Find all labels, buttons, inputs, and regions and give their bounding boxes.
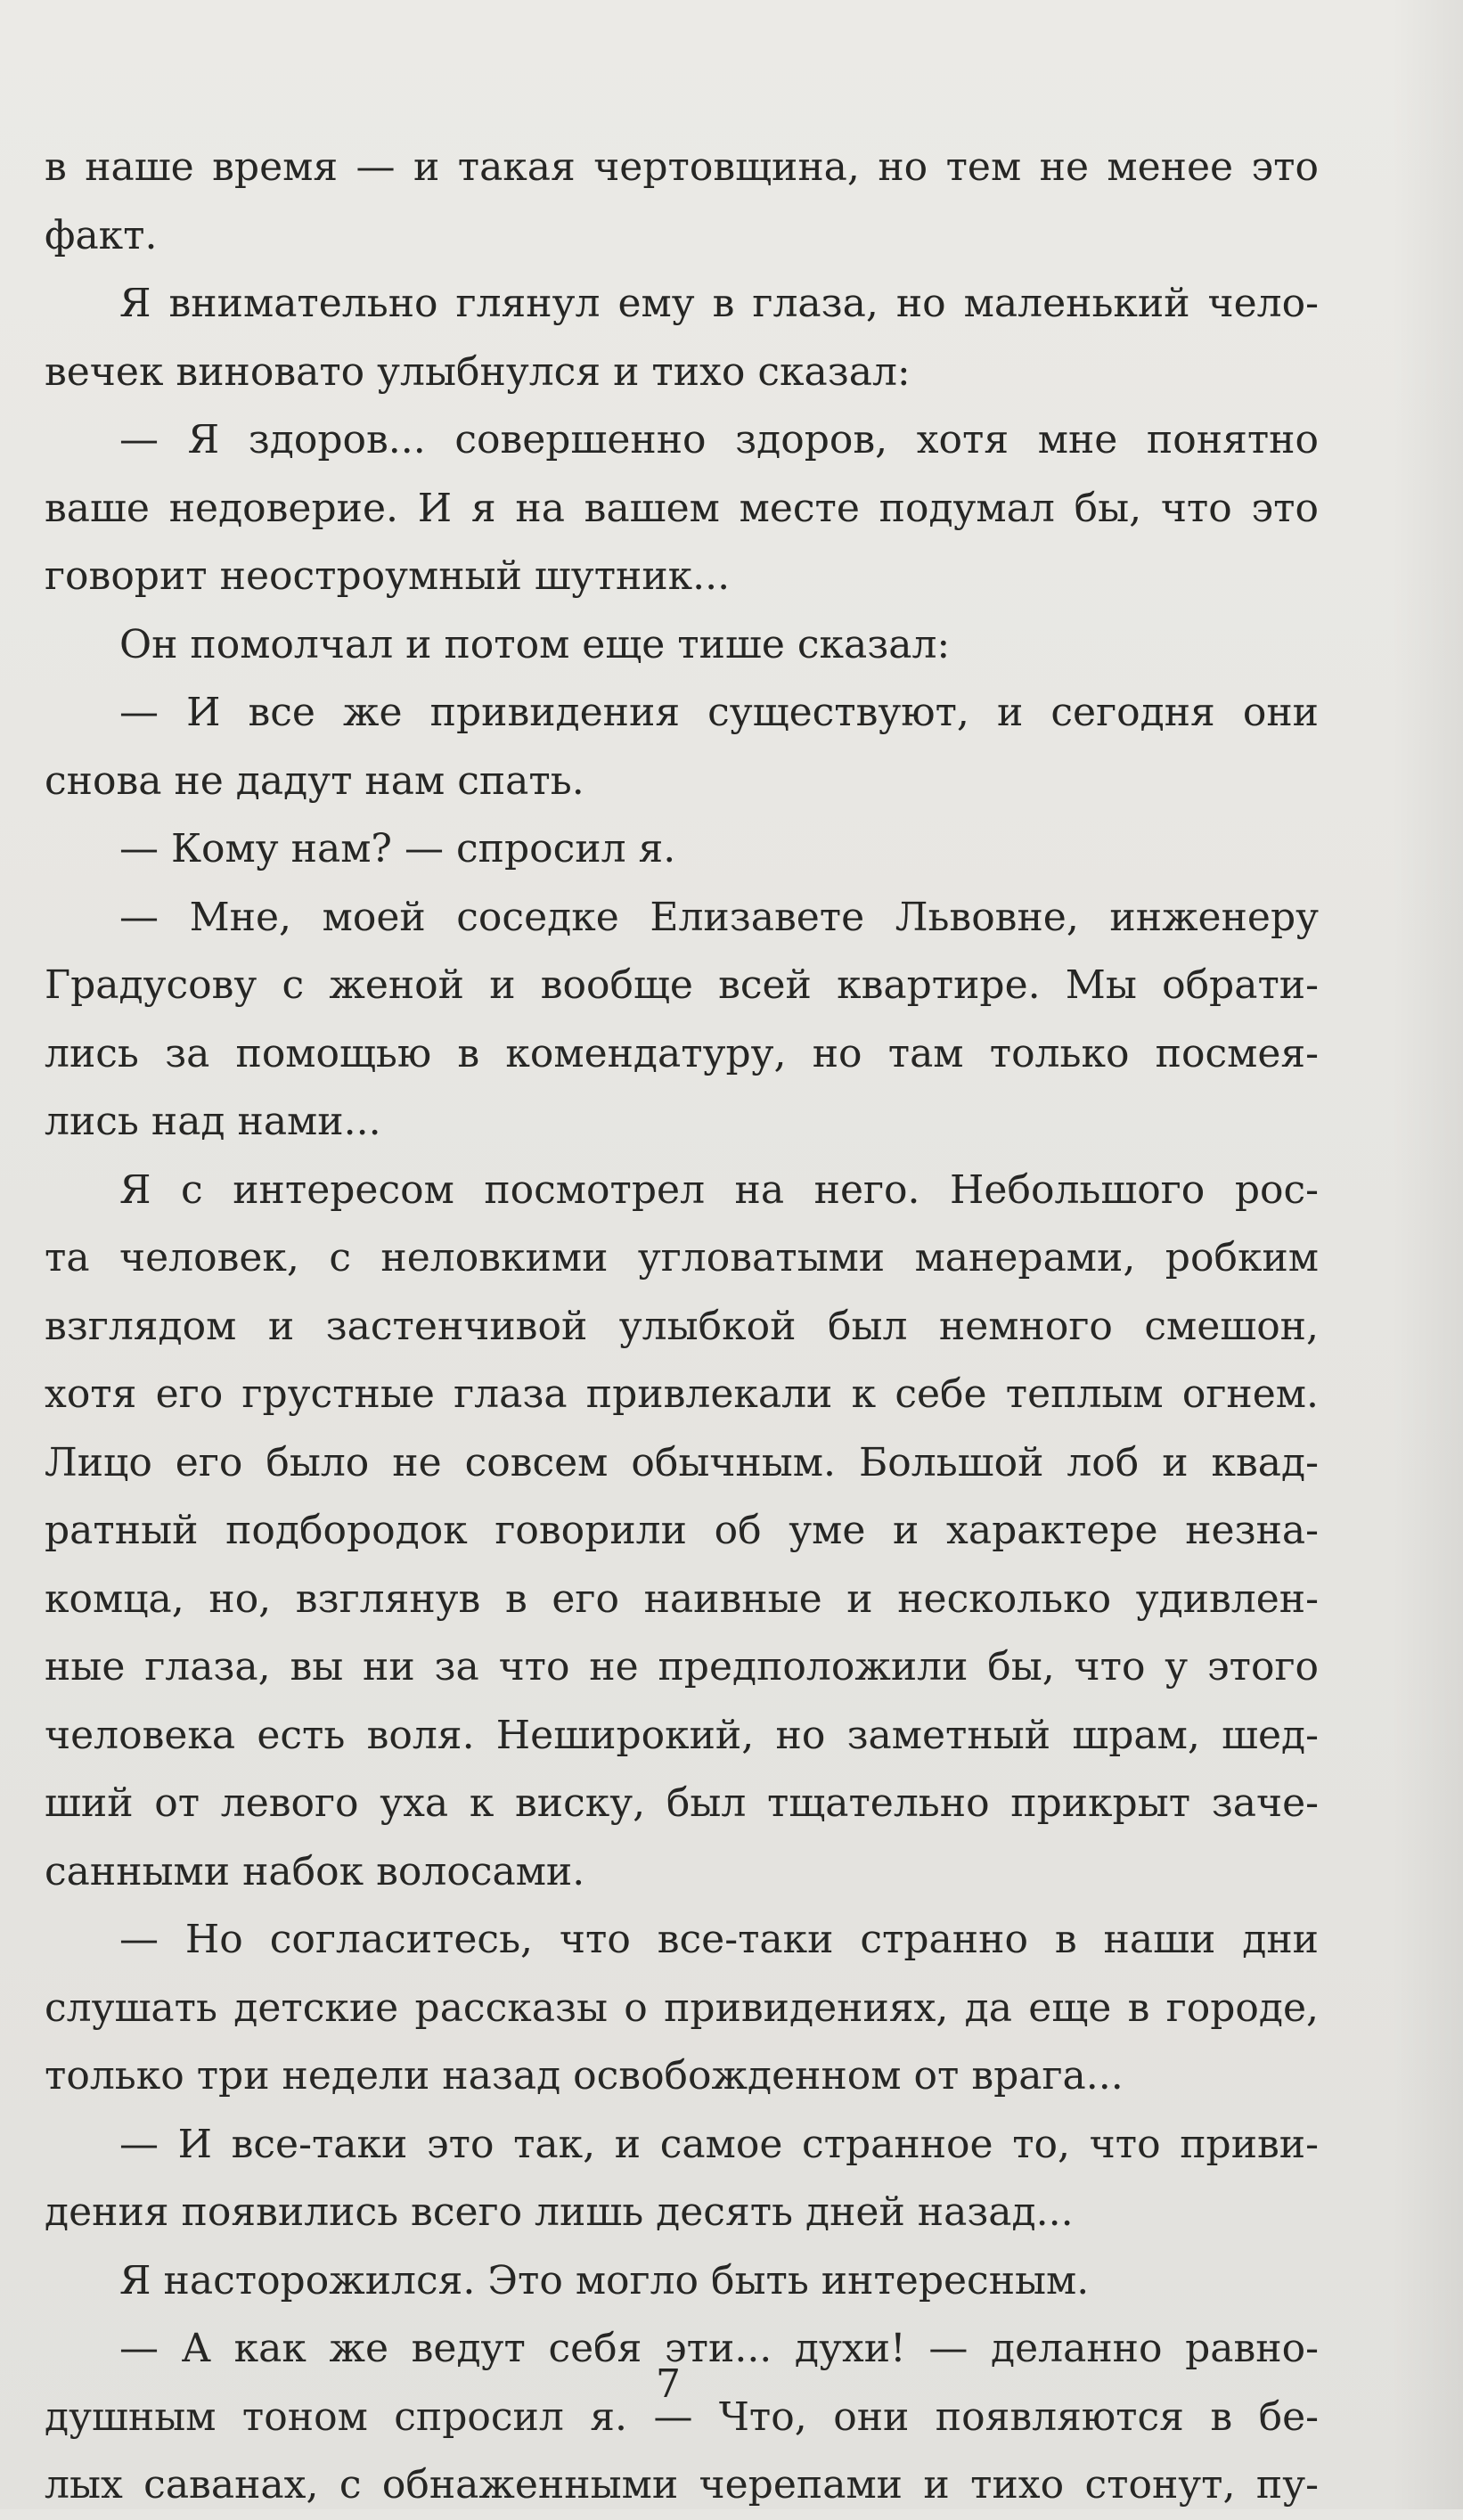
text-line: хотя его грустные глаза привлекали к себе теплым огнем. xyxy=(45,1371,1319,1417)
text-line: лых саванах, с обнаженными черепами и тихо стонут, пу- xyxy=(45,2462,1319,2508)
text-line: Лицо его было не совсем обычным. Большой лоб и квад- xyxy=(45,1439,1319,1485)
text-line: — Но согласитесь, что все-таки странно в наши дни xyxy=(119,1917,1319,1962)
text-line: Я внимательно глянул ему в глаза, но маленький чело- xyxy=(119,281,1319,326)
text-line: в наше время — и такая чертовщина, но тем не менее это xyxy=(45,144,1319,190)
text-line: — Мне, моей соседке Елизавете Львовне, инженеру xyxy=(119,894,1319,940)
text-line: та человек, с неловкими угловатыми манерами, робким xyxy=(45,1235,1319,1280)
text-line: — Я здоров... совершенно здоров, хотя мне понятно xyxy=(119,417,1319,462)
text-line: Он помолчал и потом еще тише сказал: xyxy=(119,621,951,667)
text-line: взглядом и застенчивой улыбкой был немного смешон, xyxy=(45,1303,1319,1349)
text-line: вечек виновато улыбнулся и тихо сказал: xyxy=(45,348,911,395)
text-line: — И все же привидения существуют, и сегодня они xyxy=(119,690,1319,735)
text-line: только три недели назад освобожденном от врага... xyxy=(45,2053,1124,2099)
text-line: Я насторожился. Это могло быть интересным. xyxy=(119,2257,1090,2303)
page-number: 7 xyxy=(656,2361,681,2407)
text-line: человека есть воля. Неширокий, но заметный шрам, шед- xyxy=(45,1712,1319,1758)
text-line: лись за помощью в комендатуру, но там только посмея- xyxy=(45,1030,1319,1076)
text-line: санными набок волосами. xyxy=(45,1848,585,1894)
text-line: ший от левого уха к виску, был тщательно прикрыт заче- xyxy=(45,1780,1319,1826)
text-line: ваше недоверие. И я на вашем месте подумал бы, что это xyxy=(45,485,1319,531)
text-line: снова не дадут нам спать. xyxy=(45,757,584,804)
text-line: — Кому нам? — спросил я. xyxy=(119,826,676,871)
text-line: слушать детские рассказы о привидениях, да еще в городе, xyxy=(45,1984,1319,2031)
text-line: душным тоном спросил я. — Что, они появляются в бе- xyxy=(45,2393,1319,2440)
text-line: — И все-таки это так, и самое странное то, что приви- xyxy=(119,2121,1319,2167)
text-line: лись над нами... xyxy=(45,1099,381,1144)
text-line: ные глаза, вы ни за что не предположили бы, что у этого xyxy=(45,1644,1319,1690)
body-text xyxy=(45,134,1319,2520)
text-line: Градусову с женой и вообще всей квартире. Мы обрати- xyxy=(45,962,1319,1008)
text-line: Я с интересом посмотрел на него. Небольшого рос- xyxy=(119,1166,1319,1213)
page-shadow xyxy=(1392,0,1463,2509)
text-line: говорит неостроумный шутник... xyxy=(45,553,731,599)
text-line: — А как же ведут себя эти... духи! — деланно равно- xyxy=(119,2326,1319,2371)
text-line: комца, но, взглянув в его наивные и несколько удивлен- xyxy=(45,1575,1319,1622)
text-line: факт. xyxy=(45,212,158,258)
text-line: ратный подбородок говорили об уме и характере незна- xyxy=(45,1508,1319,1553)
text-line: дения появились всего лишь десять дней назад... xyxy=(45,2189,1074,2235)
